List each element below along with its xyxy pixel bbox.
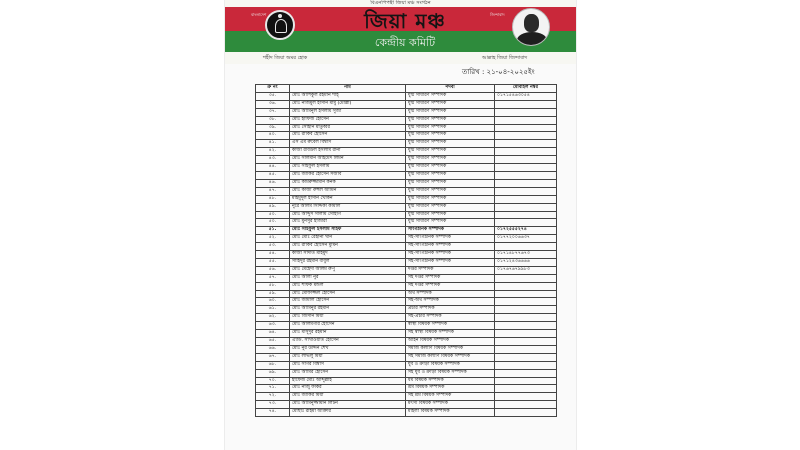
- mobile-cell: [495, 164, 557, 172]
- mobile-cell: [495, 179, 557, 187]
- serial-cell: ৬৪.: [256, 330, 290, 338]
- serial-cell: ৪৬.: [256, 179, 290, 187]
- column-header-mobile: মোবাইল নম্বর: [495, 85, 557, 93]
- name-cell: মোঃ মুনসুর হাজারা: [290, 219, 406, 227]
- name-cell: মোঃ হাফিজ হোসেন: [290, 116, 406, 124]
- designation-cell: প্রচার সম্পাদক: [406, 306, 495, 314]
- name-cell: সাহিদুর রহমান বাবুল: [290, 258, 406, 266]
- designation-cell: ধর্ম বিষয়ক সম্পাদক: [406, 377, 495, 385]
- table-row: [256, 306, 557, 314]
- name-cell: মোঃ কাজী রুহুল আমিন: [290, 187, 406, 195]
- table-row: [256, 171, 557, 179]
- name-cell: মোঃ নুর উদ্দিন শেখ: [290, 345, 406, 353]
- name-cell: মোঃ রাকিব হোসেন: [290, 132, 406, 140]
- committee-subtitle: কেন্দ্রীয় কমিটি: [374, 36, 436, 49]
- designation-cell: যুগ্ম সাধারণ সম্পাদক: [406, 187, 495, 195]
- column-header-serial: ক্র নং: [256, 85, 290, 93]
- designation-cell: সহ-সাংগঠনিক সম্পাদক: [406, 243, 495, 251]
- mobile-cell: ০১৭২৫৫৫২৭৪: [495, 227, 557, 235]
- name-cell: কাজী রবিউল ইসলাম রানা: [290, 148, 406, 156]
- table-row: [256, 219, 557, 227]
- serial-cell: ৭২.: [256, 393, 290, 401]
- designation-cell: সহ শ্রম বিষয়ক সম্পাদক: [406, 393, 495, 401]
- serial-cell: ৭১.: [256, 385, 290, 393]
- serial-cell: ৫৫.: [256, 258, 290, 266]
- serial-cell: ৫৯.: [256, 290, 290, 298]
- name-cell: মোঃ আলী নুর: [290, 274, 406, 282]
- table-row: [256, 290, 557, 298]
- name-cell: মোঃ নাজমুল হাসান মামু (মোল্লা): [290, 100, 406, 108]
- mobile-cell: [495, 100, 557, 108]
- designation-cell: সহ-অর্থ সম্পাদক: [406, 298, 495, 306]
- name-cell: মোঃ সালমান আহমেদ লিমন: [290, 156, 406, 164]
- table-row: [256, 298, 557, 306]
- banner-bottom-right-text: আল্লাহ জিয়া জিন্দাবাদ: [482, 55, 528, 61]
- designation-cell: স্বাস্থ্য বিষয়ক সম্পাদক: [406, 322, 495, 330]
- designation-cell: সহ স্বাস্থ্য বিষয়ক সম্পাদক: [406, 330, 495, 338]
- table-row: [256, 140, 557, 148]
- name-cell: মোঃ মোফাজ্জল হোসেন: [290, 290, 406, 298]
- name-cell: মোঃ রাকিব হোসেন মুমিন: [290, 243, 406, 251]
- name-cell: মোঃ আব্দুস সালাম সোহাগ: [290, 211, 406, 219]
- table-row: [256, 92, 557, 100]
- name-cell: মোঃ সোহান মাতুব্বর: [290, 124, 406, 132]
- mobile-cell: [495, 377, 557, 385]
- table-row: [256, 195, 557, 203]
- mobile-cell: [495, 338, 557, 346]
- serial-cell: ৬২.: [256, 314, 290, 322]
- mobile-cell: [495, 409, 557, 417]
- name-cell: মোঃ জামাল হোসেন: [290, 298, 406, 306]
- mobile-cell: [495, 361, 557, 369]
- name-cell: মোঃ সাইফুল ইসলাম: [290, 164, 406, 172]
- designation-cell: সহ দপ্তর সম্পাদক: [406, 282, 495, 290]
- name-cell: এ্যাড. সাখাওয়াত হোসেন: [290, 338, 406, 346]
- mobile-cell: ০১৭১৪৮৭৭৬৭৩: [495, 251, 557, 259]
- mobile-cell: [495, 203, 557, 211]
- serial-cell: ৬৩.: [256, 322, 290, 330]
- serial-cell: ৩৯.: [256, 124, 290, 132]
- name-cell: মোঃ লাভলু মিয়া: [290, 353, 406, 361]
- table-row: [256, 330, 557, 338]
- document-date: তারিখ : ২১-০৪-২০২৫ইং: [462, 68, 535, 76]
- serial-cell: ৩৬.: [256, 100, 290, 108]
- table-row: [256, 251, 557, 259]
- serial-cell: ৪৩.: [256, 156, 290, 164]
- mobile-cell: ০১৭১২৪৩৬৬৬৬: [495, 258, 557, 266]
- serial-cell: ৭৩.: [256, 401, 290, 409]
- name-cell: মোঃ আশিকুল রহমান শাহ্: [290, 92, 406, 100]
- name-cell: মোঃ আমিনুর রহমান: [290, 306, 406, 314]
- serial-cell: ৪১.: [256, 140, 290, 148]
- mobile-cell: [495, 108, 557, 116]
- designation-cell: যুগ্ম সাধারণ সম্পাদক: [406, 92, 495, 100]
- serial-cell: ৬৮.: [256, 361, 290, 369]
- serial-cell: ৫১.: [256, 227, 290, 235]
- name-cell: মোঃ আমির হোসেন: [290, 369, 406, 377]
- designation-cell: শ্রম বিষয়ক সম্পাদক: [406, 385, 495, 393]
- table-row: [256, 258, 557, 266]
- table-row: [256, 124, 557, 132]
- table-row: [256, 116, 557, 124]
- serial-cell: ৫২.: [256, 235, 290, 243]
- table-row: [256, 132, 557, 140]
- table-row: [256, 322, 557, 330]
- table-row: [256, 353, 557, 361]
- serial-cell: ৪৯.: [256, 203, 290, 211]
- designation-cell: মহিলা বিষয়ক সম্পাদক: [406, 409, 495, 417]
- name-cell: মোঃ আলমগীর হোসেন: [290, 322, 406, 330]
- table-row: [256, 148, 557, 156]
- designation-cell: যুগ্ম সাধারণ সম্পাদক: [406, 108, 495, 116]
- serial-cell: ৭৪.: [256, 409, 290, 417]
- name-cell: মোছাঃ রহিমা আক্তার: [290, 409, 406, 417]
- serial-cell: ৬০.: [256, 298, 290, 306]
- serial-cell: ৭০.: [256, 377, 290, 385]
- mobile-cell: [495, 243, 557, 251]
- serial-cell: ৩৫.: [256, 92, 290, 100]
- mobile-cell: [495, 148, 557, 156]
- serial-cell: ৪৭.: [256, 187, 290, 195]
- designation-cell: যুগ্ম সাধারণ সম্পাদক: [406, 116, 495, 124]
- designation-cell: যুগ্ম সাধারণ সম্পাদক: [406, 100, 495, 108]
- banner-bottom-left-text: শহীদ জিয়া অমর হোক: [263, 55, 308, 61]
- column-header-designation: পদবী: [406, 85, 495, 93]
- designation-cell: যুগ্ম সাধারণ সম্পাদক: [406, 132, 495, 140]
- banner-top-text: বিএনপিপন্থী জিয়া মঞ্চ সংগঠন: [370, 0, 431, 6]
- table-row: [256, 211, 557, 219]
- mobile-cell: [495, 132, 557, 140]
- party-emblem-icon: [265, 10, 295, 40]
- mobile-cell: [495, 156, 557, 164]
- designation-cell: সহ সমাজ কল্যাণ বিষয়ক সম্পাদক: [406, 353, 495, 361]
- table-row: [256, 409, 557, 417]
- table-row: [256, 385, 557, 393]
- serial-cell: ৬১.: [256, 306, 290, 314]
- designation-cell: সহ যুব ও ক্রীড়া বিষয়ক সম্পাদক: [406, 369, 495, 377]
- serial-cell: ৬৬.: [256, 345, 290, 353]
- mobile-cell: ০১৭১৫৪৬৩০৫৪: [495, 92, 557, 100]
- name-cell: মোঃ জিসান মিয়া: [290, 314, 406, 322]
- table-row: [256, 393, 557, 401]
- leader-portrait: [512, 8, 550, 46]
- mobile-cell: [495, 306, 557, 314]
- mobile-cell: [495, 290, 557, 298]
- serial-cell: ৩৮.: [256, 116, 290, 124]
- designation-cell: যুগ্ম সাধারণ সম্পাদক: [406, 148, 495, 156]
- mobile-cell: [495, 211, 557, 219]
- designation-cell: যুগ্ম সাধারণ সম্পাদক: [406, 156, 495, 164]
- serial-cell: ৫৪.: [256, 251, 290, 259]
- mobile-cell: [495, 393, 557, 401]
- table-row: [256, 314, 557, 322]
- table-row: [256, 377, 557, 385]
- designation-cell: যুগ্ম সাধারণ সম্পাদক: [406, 140, 495, 148]
- name-cell: মাহমুদুল হাসান খোকন: [290, 195, 406, 203]
- designation-cell: মৎস্য বিষয়ক সম্পাদক: [406, 401, 495, 409]
- designation-cell: যুগ্ম সাধারণ সম্পাদক: [406, 195, 495, 203]
- mobile-cell: [495, 187, 557, 195]
- name-cell: মোঃ আমিনুজ্জামান লিটন: [290, 401, 406, 409]
- mobile-cell: [495, 195, 557, 203]
- serial-cell: ৩৭.: [256, 108, 290, 116]
- mobile-cell: [495, 171, 557, 179]
- mobile-cell: [495, 401, 557, 409]
- table-row: [256, 108, 557, 116]
- mobile-cell: [495, 124, 557, 132]
- table-row: [256, 164, 557, 172]
- table-row: [256, 156, 557, 164]
- name-cell: মোঃ আমিনুল ইসলাম সুজা: [290, 108, 406, 116]
- header-banner: [225, 0, 576, 64]
- serial-cell: ৫৬.: [256, 266, 290, 274]
- table-row: [256, 345, 557, 353]
- name-cell: মোঃ সাগর বিশ্বাস: [290, 361, 406, 369]
- mobile-cell: [495, 140, 557, 148]
- name-cell: মোঃ মোঃ রেহানা খান: [290, 235, 406, 243]
- table-row: [256, 235, 557, 243]
- mobile-cell: [495, 369, 557, 377]
- table-row: [256, 401, 557, 409]
- table-row: [256, 243, 557, 251]
- designation-cell: যুগ্ম সাধারণ সম্পাদক: [406, 124, 495, 132]
- serial-cell: ৫০.: [256, 219, 290, 227]
- designation-cell: যুগ্ম সাধারণ সম্পাদক: [406, 203, 495, 211]
- banner-right-small-text: জিন্দাবাদ: [490, 12, 505, 17]
- serial-cell: ৪২.: [256, 148, 290, 156]
- designation-cell: সহ-সাংগঠনিক সম্পাদক: [406, 251, 495, 259]
- mobile-cell: [495, 385, 557, 393]
- name-cell: নুরে আলম সিদ্দিকী কামাল: [290, 203, 406, 211]
- organization-title: জিয়া মঞ্চ: [364, 9, 446, 33]
- mobile-cell: [495, 322, 557, 330]
- serial-cell: ৫৮.: [256, 282, 290, 290]
- table-header-row: [256, 85, 557, 93]
- column-header-name: নাম: [290, 85, 406, 93]
- designation-cell: সমাজ কল্যাণ বিষয়ক সম্পাদক: [406, 345, 495, 353]
- table-row: [256, 100, 557, 108]
- designation-cell: যুগ্ম সাধারণ সম্পাদক: [406, 211, 495, 219]
- serial-cell: ৫০.: [256, 211, 290, 219]
- designation-cell: সাংগঠনিক সম্পাদক: [406, 227, 495, 235]
- serial-cell: ৬৭.: [256, 353, 290, 361]
- serial-cell: ৪৪.: [256, 164, 290, 172]
- mobile-cell: ০১৭৭২০০৬৬৩৭: [495, 235, 557, 243]
- name-cell: মোঃ মেহেদী আলম রুপু: [290, 266, 406, 274]
- name-cell: হাফেজ মোঃ আব্দুল্লাহ: [290, 377, 406, 385]
- name-cell: মোঃ নাজু ফকির: [290, 385, 406, 393]
- serial-cell: ৪৮.: [256, 195, 290, 203]
- designation-cell: অর্থ সম্পাদক: [406, 290, 495, 298]
- name-cell: মোঃ কামরুজ্জামান কনক: [290, 179, 406, 187]
- table-row: [256, 338, 557, 346]
- table-row: [256, 203, 557, 211]
- designation-cell: সহ দপ্তর সম্পাদক: [406, 274, 495, 282]
- table-row: [256, 227, 557, 235]
- mobile-cell: [495, 345, 557, 353]
- serial-cell: ৬৫.: [256, 338, 290, 346]
- table-row: [256, 179, 557, 187]
- name-cell: মোঃ জাকির মিয়া: [290, 393, 406, 401]
- serial-cell: ৫৭.: [256, 274, 290, 282]
- designation-cell: সহ-সাংগঠনিক সম্পাদক: [406, 235, 495, 243]
- mobile-cell: [495, 219, 557, 227]
- table-row: [256, 274, 557, 282]
- committee-table: [255, 84, 557, 417]
- designation-cell: যুগ্ম সাধারণ সম্পাদক: [406, 179, 495, 187]
- table-row: [256, 369, 557, 377]
- name-cell: মোঃ জাকির হোসেন সজীব: [290, 171, 406, 179]
- designation-cell: যুগ্ম সাধারণ সম্পাদক: [406, 171, 495, 179]
- mobile-cell: [495, 314, 557, 322]
- table-row: [256, 282, 557, 290]
- designation-cell: আইন বিষয়ক সম্পাদক: [406, 338, 495, 346]
- mobile-cell: [495, 116, 557, 124]
- name-cell: কাজী সাদাত মাহমুদ: [290, 251, 406, 259]
- document-page: [224, 0, 577, 450]
- designation-cell: যুগ্ম সাধারণ সম্পাদক: [406, 219, 495, 227]
- designation-cell: দপ্তর সম্পাদক: [406, 266, 495, 274]
- table-row: [256, 187, 557, 195]
- designation-cell: যুগ্ম সাধারণ সম্পাদক: [406, 164, 495, 172]
- serial-cell: ৪০.: [256, 132, 290, 140]
- mobile-cell: [495, 330, 557, 338]
- banner-left-small-text: বাংলাদেশ: [251, 12, 267, 17]
- designation-cell: সহ-প্রচার সম্পাদক: [406, 314, 495, 322]
- designation-cell: যুব ও ক্রীড়া বিষয়ক সম্পাদক: [406, 361, 495, 369]
- mobile-cell: ০১৭৬৭৬৭৯৯৮৩: [495, 266, 557, 274]
- designation-cell: সহ-সাংগঠনিক সম্পাদক: [406, 258, 495, 266]
- serial-cell: ৬৯.: [256, 369, 290, 377]
- mobile-cell: [495, 282, 557, 290]
- table-row: [256, 361, 557, 369]
- serial-cell: ৪৫.: [256, 171, 290, 179]
- mobile-cell: [495, 274, 557, 282]
- name-cell: মোঃ শফিক মন্ডল: [290, 282, 406, 290]
- mobile-cell: [495, 353, 557, 361]
- name-cell: এস এম রুবেল বিশ্বাস: [290, 140, 406, 148]
- serial-cell: ৫৩.: [256, 243, 290, 251]
- table-row: [256, 266, 557, 274]
- mobile-cell: [495, 298, 557, 306]
- name-cell: মোঃ সাইফুল ইসলাম সাইফ: [290, 227, 406, 235]
- name-cell: মোঃ মাসুদুর রহমান: [290, 330, 406, 338]
